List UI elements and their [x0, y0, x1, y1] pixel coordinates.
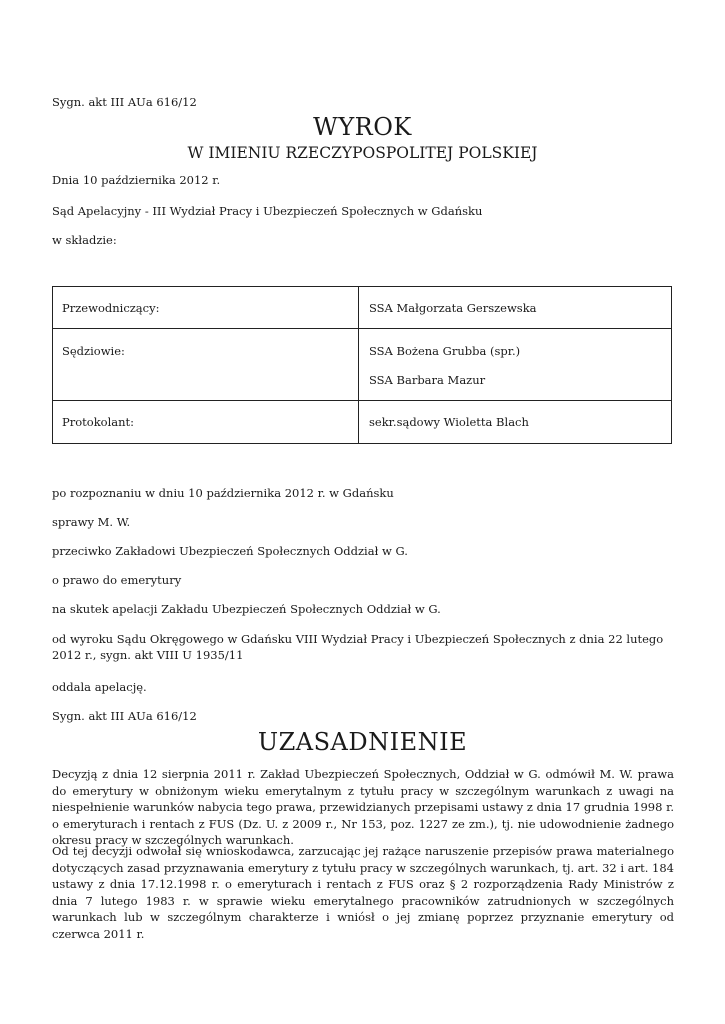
hearing-line: po rozpoznaniu w dniu 10 października 2012 r. w Gdańsku [52, 486, 394, 500]
case-of-line: sprawy M. W. [52, 515, 131, 529]
document-title: WYROK [313, 113, 412, 141]
role-presiding: Przewodniczący: [62, 301, 160, 315]
role-clerk: Protokolant: [62, 415, 135, 429]
justification-case-signature: Sygn. akt III AUa 616/12 [52, 709, 197, 723]
name-judge-1: SSA Bożena Grubba (spr.) [369, 344, 521, 358]
appeal-line: na skutek apelacji Zakładu Ubezpieczeń Społecznych Oddział w G. [52, 602, 441, 616]
composition-label: w składzie: [52, 233, 117, 247]
lower-court-judgment-line: od wyroku Sądu Okręgowego w Gdańsku VIII Wydział Pracy i Ubezpieczeń Społecznych z dnia 22 lutego 2012 r., sygn. akt VIII U 1935/11 [52, 632, 664, 662]
verdict-line: oddala apelację. [52, 680, 147, 694]
document-subtitle: W IMIENIU RZECZYPOSPOLITEJ POLSKIEJ [187, 144, 538, 162]
judgment-date: Dnia 10 października 2012 r. [52, 173, 221, 187]
court-name: Sąd Apelacyjny - III Wydział Pracy i Ubezpieczeń Społecznych w Gdańsku [52, 204, 483, 218]
case-signature: Sygn. akt III AUa 616/12 [52, 95, 197, 109]
table-row-divider [53, 328, 671, 329]
subject-line: o prawo do emerytury [52, 573, 182, 587]
judges-panel-table [52, 286, 672, 444]
name-judge-2: SSA Barbara Mazur [369, 373, 486, 387]
role-judges: Sędziowie: [62, 344, 125, 358]
table-row-divider [53, 400, 671, 401]
name-clerk: sekr.sądowy Wioletta Blach [369, 415, 529, 429]
table-column-divider [358, 287, 359, 443]
justification-paragraph-1: Decyzją z dnia 12 sierpnia 2011 r. Zakład Ubezpieczeń Społecznych, Oddział w G. odmówił M. W. prawa do emerytury w obniżonym wieku emerytalnym z tytułu pracy w szczególnym warunkach z uwagi na niespełnienie warunków nabycia tego prawa, przewidzianych przepisami ustawy z dnia 17 grudnia 1998 r. o emeryturach i rentach z FUS (Dz. U. z 2009 r., Nr 153, poz. 1227 ze zm.), tj. nie udowodnienie żadnego okresu pracy w szczególnych warunkach. [52, 767, 674, 847]
justification-paragraph-2: Od tej decyzji odwołał się wnioskodawca, zarzucając jej rażące naruszenie przepisów prawa materialnego dotyczących zasad przyznawania emerytury z tytułu pracy w szczególnych warunkach, tj. art. 32 i art. 184 ustawy z dnia 17.12.1998 r. o emeryturach i rentach z FUS oraz § 2 rozporządzenia Rady Ministrów z dnia 7 lutego 1983 r. w sprawie wieku emerytalnego pracowników zatrudnionych w szczególnych warunkach lub w szczególnym charakterze i wniósł o jej zmianę poprzez przyznanie emerytury od czerwca 2011 r. [52, 844, 674, 941]
name-presiding: SSA Małgorzata Gerszewska [369, 301, 537, 315]
justification-title: UZASADNIENIE [257, 728, 468, 756]
against-line: przeciwko Zakładowi Ubezpieczeń Społecznych Oddział w G. [52, 544, 408, 558]
